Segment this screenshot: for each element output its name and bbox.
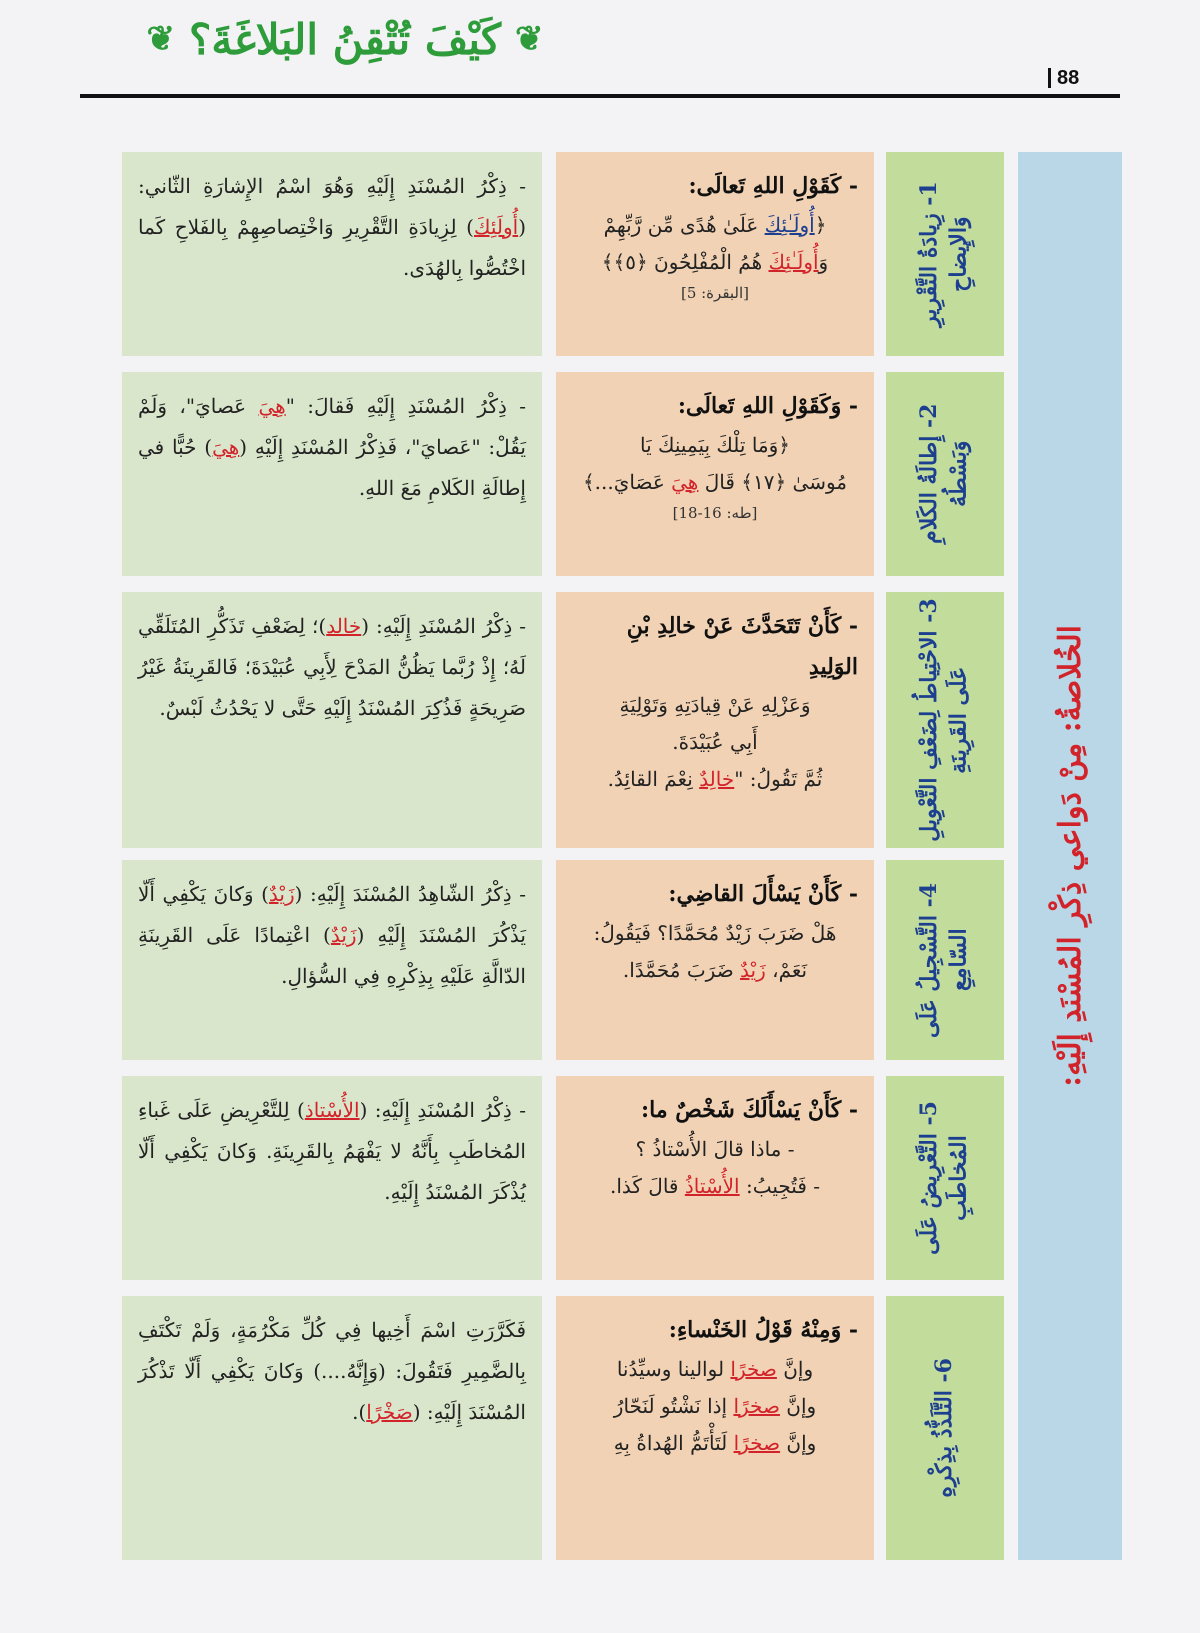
highlighted-word: الأُسْتاذُ (684, 1173, 740, 1198)
explanation-cell (122, 860, 542, 1060)
example-line (572, 1351, 858, 1388)
explanation-cell (122, 152, 542, 356)
example-line (572, 952, 858, 989)
example-text: إذا نَشْتُو لَنَحّارُ (613, 1393, 734, 1418)
example-text: عَصَايَ...﴾ (582, 469, 672, 494)
highlighted-word: أُولَـٰئِكَ (768, 249, 819, 274)
example-text: نَعَمْ، (765, 957, 808, 982)
example-heading: - كَقَوْلِ اللهِ تَعالَى: (688, 173, 858, 199)
example-line (572, 761, 858, 798)
example-text: - ماذا قالَ الأُسْتاذُ ؟ (635, 1136, 795, 1161)
explanation-text (138, 386, 526, 509)
explanation-segment: ) اعْتِمادًا عَلَى القَرِينَةِ الدّالَّةِ عَلَيْهِ بِذِكْرِهِ فِي السُّؤالِ. (138, 923, 526, 988)
reason-label-cell (886, 592, 1004, 848)
example-text: ﴿وَمَا تِلْكَ بِيَمِينِكَ يَا (639, 432, 791, 457)
explanation-text (138, 166, 526, 289)
example-cell (556, 592, 874, 848)
explanation-segment: - ذِكْرُ المُسْنَدِ إِلَيْهِ فَقالَ: " (285, 394, 526, 418)
example-cell (556, 372, 874, 576)
example-text: ﴿ (814, 212, 827, 237)
explanation-cell (122, 592, 542, 848)
reason-label-cell (886, 860, 1004, 1060)
highlighted-word: صخرًا (733, 1393, 780, 1418)
highlighted-word: هِيَ (258, 394, 286, 418)
table-row (122, 372, 1002, 576)
example-text: هُمُ الْمُفْلِحُونَ ﴿٥﴾﴾ (601, 249, 769, 274)
explanation-cell (122, 1076, 542, 1280)
example-text: وإنَّ (779, 1393, 817, 1418)
example-line (572, 1168, 858, 1205)
reason-label: 2- إِطالَةُ الكَلامِ وَبَسْطُهُ (916, 403, 972, 545)
table-row (122, 860, 1002, 1060)
explanation-segment: فَكَرَّرَتِ اسْمَ أَخِيها فِي كُلِّ مَكْرُمَةٍ، وَلَمْ تَكْتَفِ بِالضَّمِيرِ فَتَقُولَ: (وَإِنَّهُ....) وَكانَ يَكْفِي أَلّا تَذْكُرَ المُسْنَدَ إِلَيْهِ: ( (138, 1318, 526, 1424)
reason-label: 5- التَّعْرِيضُ عَلَى المُخاطَبِ (916, 1101, 972, 1255)
example-reference: [البقرة: 5] (680, 283, 750, 302)
explanation-segment: ) لِلتَّعْرِيضِ عَلَى غَباءِ المُخاطَبِ بِأَنَّهُ لا يَفْهَمُ بِالقَرِينَةِ. وَكانَ يَكْفِي أَلّا يُذْكَرَ المُسْنَدُ إِلَيْهِ. (138, 1098, 526, 1204)
explanation-text (138, 606, 526, 729)
reason-label: 4- التَّسْجِيلُ عَلَى السّامِعِ (916, 882, 972, 1038)
explanation-segment: - ذِكْرُ المُسْنَدِ إِلَيْهِ: ( (361, 614, 526, 638)
header-divider (80, 94, 1120, 98)
table-row (122, 1076, 1002, 1280)
example-text: - فَتُجِيبُ: (739, 1173, 820, 1198)
example-line (572, 1388, 858, 1425)
highlighted-word: صخرًا (733, 1430, 781, 1455)
explanation-text (138, 1090, 526, 1213)
table-row (122, 592, 1002, 848)
summary-title: الخُلاصةُ: مِنْ دَواعي ذِكْرِ المُسْنَدِ إِلَيْهِ: (1052, 625, 1088, 1087)
example-line (572, 724, 858, 761)
highlighted-word: أُولَـٰئِكَ (764, 212, 815, 237)
example-line (572, 1425, 858, 1462)
example-text: ضَرَبَ مُحَمَّدًا. (622, 957, 741, 982)
highlighted-word: خالد (326, 614, 362, 638)
explanation-text (138, 874, 526, 997)
example-cell (556, 1076, 874, 1280)
book-title (130, 8, 560, 70)
reason-label-cell (886, 372, 1004, 576)
example-line (572, 427, 858, 464)
explanation-segment: - ذِكْرُ المُسْنَدِ إِلَيْهِ: ( (359, 1098, 527, 1122)
reason-label-cell (886, 152, 1004, 356)
highlighted-word: صخرًا (730, 1356, 777, 1381)
example-cell (556, 860, 874, 1060)
highlighted-word: صَخْرًا (366, 1400, 413, 1424)
highlighted-word: زَيْدٌ (740, 957, 766, 982)
example-text: وَ (818, 249, 829, 274)
example-text: لوالينا وسيِّدُنا (616, 1356, 731, 1381)
highlighted-word: الأُسْتاذ (304, 1098, 360, 1122)
example-line (572, 687, 858, 724)
summary-column (1018, 152, 1122, 1560)
reason-label-cell (886, 1076, 1004, 1280)
example-heading: - كَأَنْ يَسْأَلَكَ شَخْصٌ ما: (641, 1097, 858, 1123)
example-text: أَبِي عُبَيْدَةَ. (672, 730, 758, 755)
example-text: هَلْ ضَرَبَ زَيْدٌ مُحَمَّدًا؟ فَيَقُولُ: (593, 920, 837, 945)
table-row (122, 152, 1002, 356)
example-text: وإنَّ (780, 1430, 817, 1455)
explanation-segment: - ذِكْرُ المُسْنَدِ إِلَيْهِ وَهُوَ اسْمُ الإِشارَةِ الثّاني: ( (138, 174, 526, 239)
reason-label: 1- زِيادَةُ التَّقْرِيرِ وَالإِيضاحِ (916, 181, 972, 327)
page-number: 88 (1048, 68, 1079, 88)
example-text: عَلَىٰ هُدًى مِّن رَّبِّهِمْ (603, 212, 765, 237)
example-heading: - وَمِنْهُ قَوْلُ الخَنْساءِ: (668, 1317, 858, 1343)
explanation-cell (122, 1296, 542, 1560)
example-heading: - وَكَقَوْلِ اللهِ تَعالَى: (677, 393, 858, 419)
highlighted-word: زَيْدٌ (330, 923, 357, 947)
explanation-segment: ) حُبًّا في إِطالَةِ الكَلامِ مَعَ اللهِ. (138, 435, 526, 500)
reason-label-cell (886, 1296, 1004, 1560)
explanation-segment: ). (352, 1400, 367, 1424)
example-text: ثُمَّ تَقُولُ: " (734, 767, 823, 792)
example-line (572, 207, 858, 244)
highlighted-word: هِيَ (212, 435, 240, 459)
example-text: قالَ كَذا. (610, 1173, 685, 1198)
explanation-text (138, 1310, 526, 1433)
explanation-segment: )؛ لِضَعْفِ تَذَكُّرِ المُتَلَقِّي لَهُ؛ إِذْ رُبَّما يَظُنُّ المَدْحَ لِأَبِي عُبَيْدَةَ؛ فَالقَرِينَةُ غَيْرُ صَرِيحَةٍ فَذُكِرَ المُسْنَدُ إِلَيْهِ حَتَّى لا يَحْدُثُ لَبْسٌ. (138, 614, 526, 720)
example-reference: [طه: 16-18] (672, 503, 758, 522)
example-text: وَعَزْلِهِ عَنْ قِيادَتِهِ وَتَوْلِيَةِ (619, 693, 811, 718)
example-cell (556, 152, 874, 356)
example-heading: - كَأَنْ يَسْأَلَ القاضِي: (668, 881, 858, 907)
explanation-segment: ) لِزِيادَةِ التَّقْرِيرِ وَاخْتِصاصِهِمْ بِالفَلاحِ كَما اخْتُصُّوا بِالهُدَى. (138, 215, 526, 280)
explanation-segment: عَصايَ"، وَلَمْ يَقُلْ: "عَصايَ"، فَذِكْرُ المُسْنَدِ إِلَيْهِ ( (138, 394, 526, 459)
example-text: لَتَأْتَمُّ الهُداةُ بِهِ (613, 1430, 734, 1455)
book-title-text: كَيْفَ تُتْقِنُ البَلاغَةَ؟ (189, 14, 501, 64)
table-row (122, 1296, 1002, 1560)
example-heading: - كَأَنْ تَتَحَدَّثَ عَنْ خالِدِ بْنِ الوَلِيدِ (626, 613, 858, 680)
highlighted-word: خالِدٌ (699, 767, 735, 792)
explanation-segment: - ذِكْرُ الشّاهِدُ المُسْنَدَ إِلَيْهِ: ( (294, 882, 526, 906)
reason-label: 6- التَّلَذُّذُ بِذِكْرِهِ (931, 1358, 958, 1498)
example-text: نِعْمَ القائِدُ. (607, 767, 700, 792)
reason-label: 3- الاحْتِياطُ لِضَعْفِ التَّعْوِيلِ عَلَى القَرِينَةِ (916, 598, 972, 842)
ornament-icon: ❦ (514, 19, 544, 59)
example-text: وإنَّ (776, 1356, 814, 1381)
highlighted-word: زَيْدٌ (268, 882, 295, 906)
explanation-segment: ) وَكانَ يَكْفِي أَلّا يَذْكُرَ المُسْنَدَ إِلَيْهِ ( (138, 882, 526, 947)
example-text: مُوسَىٰ ﴿١٧﴾ قَالَ (698, 469, 848, 494)
example-line (572, 244, 858, 281)
explanation-cell (122, 372, 542, 576)
example-line (572, 915, 858, 952)
example-cell (556, 1296, 874, 1560)
highlighted-word: هِيَ (671, 469, 699, 494)
example-line (572, 1131, 858, 1168)
highlighted-word: أُولَئِكَ (473, 215, 519, 239)
ornament-icon: ❦ (146, 19, 176, 59)
example-line (572, 464, 858, 501)
